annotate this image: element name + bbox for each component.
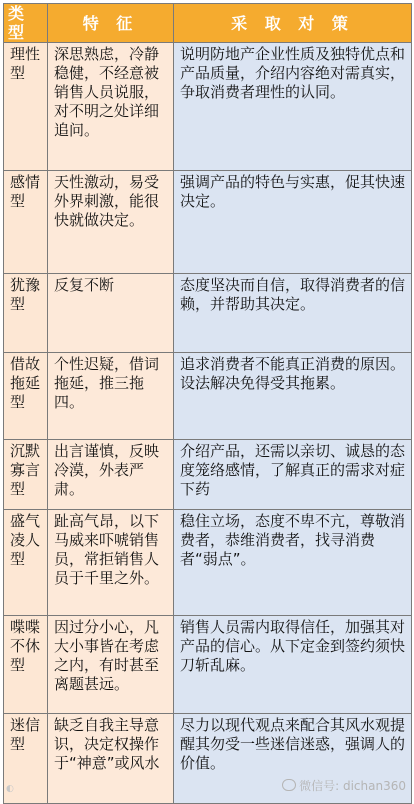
row-features-cell: 因过分小心，凡大小事皆在考虑之内，有时甚至离题甚远。	[48, 616, 174, 714]
row-type-cell: 迷信型	[4, 714, 48, 804]
row-features-cell: 出言谨慎，反映冷漠，外表严肃。	[48, 440, 174, 510]
row-features-cell: 天性激动，易受外界刺激，能很快就做决定。	[48, 171, 174, 274]
row-type-cell: 感情型	[4, 171, 48, 274]
header-features: 特 征	[48, 4, 174, 43]
row-features-cell: 反复不断	[48, 274, 174, 353]
watermark-text: 微信号: dichan360	[299, 779, 406, 793]
row-strategy-cell: 尽力以现代观点来配合其风水观提醒其勿受一些迷信迷惑，强调人的价值。	[174, 714, 412, 804]
table-row	[4, 440, 412, 510]
row-features-cell: 趾高气昂，以下马威来吓唬销售员，常拒销售人员于千里之外。	[48, 510, 174, 616]
row-strategy-cell: 态度坚决而自信，取得消费者的信赖，并帮助其决定。	[174, 274, 412, 353]
row-features-cell: 深思熟虑，冷静稳健，不经意被销售人员说服，对不明之处详细追问。	[48, 43, 174, 171]
row-strategy-cell: 追求消费者不能真正消费的原因。设法解决免得受其拖累。	[174, 353, 412, 440]
row-strategy-cell: 强调产品的特色与实惠，促其快速决定。	[174, 171, 412, 274]
table-row	[4, 510, 412, 616]
row-features-cell: 缺乏自我主导意识，决定权操作于“神意”或风水	[48, 714, 174, 804]
row-type-cell: 沉默寡言型	[4, 440, 48, 510]
row-type-cell: 借故拖延型	[4, 353, 48, 440]
row-strategy-cell: 销售人员需内取得信任，加强其对产品的信心。从下定金到签约须快刀斩乱麻。	[174, 616, 412, 714]
row-type-cell: 犹豫型	[4, 274, 48, 353]
header-type: 类型	[4, 4, 48, 43]
header-row	[4, 4, 412, 43]
row-type-cell: 喋喋不休型	[4, 616, 48, 714]
table-row	[4, 43, 412, 171]
watermark	[282, 777, 406, 794]
row-strategy-cell: 说明防地产企业性质及独特优点和产品质量，介绍内容绝对需真实，争取消费者理性的认同。	[174, 43, 412, 171]
corner-mark	[6, 784, 14, 794]
row-strategy-cell: 稳住立场，态度不卑不亢，尊敬消费者，恭维消费者，找寻消费者“弱点”。	[174, 510, 412, 616]
row-type-cell: 理性型	[4, 43, 48, 171]
row-features-cell: 个性迟疑，借词拖延，推三拖四。	[48, 353, 174, 440]
logo-icon: ◐	[6, 784, 14, 794]
wechat-icon	[282, 779, 296, 791]
customer-type-table	[3, 3, 412, 804]
table-row	[4, 353, 412, 440]
table-row	[4, 171, 412, 274]
header-strategy: 采 取 对 策	[174, 4, 412, 43]
table-row	[4, 274, 412, 353]
row-type-cell: 盛气凌人型	[4, 510, 48, 616]
table-row	[4, 616, 412, 714]
row-strategy-cell: 介绍产品，还需以亲切、诚恳的态度笼络感情，了解真正的需求对症下药	[174, 440, 412, 510]
